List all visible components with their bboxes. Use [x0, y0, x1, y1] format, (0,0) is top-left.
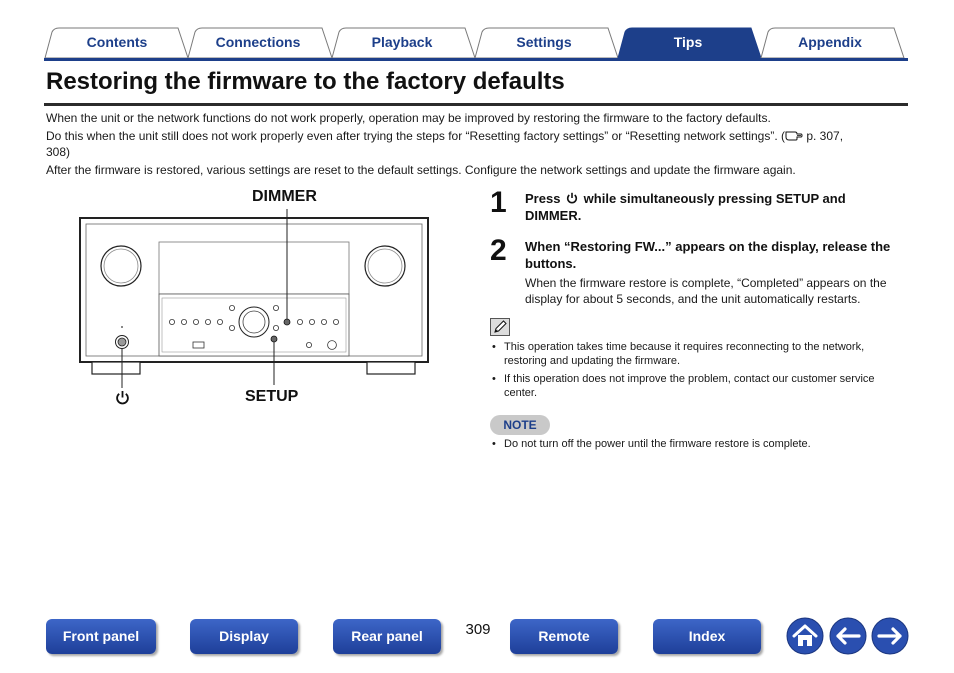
- tab-settings[interactable]: Settings: [516, 34, 572, 50]
- pencil-memo-icon: [490, 318, 510, 336]
- intro-paragraph-3: After the firmware is restored, various settings are reset to the default settings. Configure the network settings and update the firmware again.: [46, 163, 796, 177]
- note-badge: NOTE: [490, 415, 550, 435]
- intro-paragraph-1: When the unit or the network functions do not work properly, operation may be improved by restoring the firmware to the factory defaults.: [46, 111, 771, 125]
- intro-paragraph-2: [46, 128, 908, 160]
- step-1-text-before: Press: [525, 191, 561, 206]
- memo-list: [492, 340, 880, 404]
- home-icon[interactable]: [786, 617, 824, 655]
- front-panel-button[interactable]: Front panel: [46, 619, 156, 654]
- step-2-text: When “Restoring FW...” appears on the display, release the buttons.: [525, 239, 891, 271]
- note-item: • Do not turn off the power until the firmware restore is complete.: [492, 437, 892, 451]
- memo-item: • If this operation does not improve the problem, contact our customer service center.: [492, 372, 880, 400]
- index-button[interactable]: Index: [653, 619, 761, 654]
- remote-button[interactable]: Remote: [510, 619, 618, 654]
- page-reference[interactable]: p. 307,: [806, 129, 844, 143]
- power-icon: [115, 390, 130, 405]
- display-button[interactable]: Display: [190, 619, 298, 654]
- arrow-left-icon[interactable]: [829, 617, 867, 655]
- page-title: Restoring the firmware to the factory defaults: [46, 68, 565, 95]
- page-reference-continued[interactable]: 308): [46, 145, 71, 159]
- receiver-drawing: [76, 182, 456, 412]
- pointing-hand-icon: [785, 129, 803, 141]
- arrow-right-icon[interactable]: [871, 617, 909, 655]
- label-setup: SETUP: [245, 388, 299, 405]
- power-icon-inline: [566, 192, 578, 204]
- receiver-front-panel-illustration: [76, 182, 456, 412]
- step-1-text: [525, 190, 905, 224]
- step-1-text-after: while simultaneously pressing SETUP and DIMMER.: [525, 191, 846, 223]
- tab-tips[interactable]: Tips: [673, 34, 703, 50]
- note-list: [492, 437, 892, 455]
- page-number: 309: [465, 621, 491, 638]
- step-2-description: When the firmware restore is complete, “Completed” appears on the display for about 5 seconds, and the unit automatically restarts.: [525, 276, 887, 306]
- tab-playback[interactable]: Playback: [371, 34, 433, 50]
- tab-connections[interactable]: Connections: [215, 34, 301, 50]
- title-divider: [44, 103, 908, 106]
- label-dimmer: DIMMER: [252, 188, 317, 205]
- step-number-1: 1: [490, 186, 507, 219]
- rear-panel-button[interactable]: Rear panel: [333, 619, 441, 654]
- step-number-2: 2: [490, 234, 507, 267]
- intro-text: Do this when the unit still does not work properly even after trying the steps for “Resetting factory settings” or “Resetting network settings”. (: [46, 129, 785, 143]
- tab-shapes: [0, 0, 954, 64]
- tab-bar: [0, 0, 954, 64]
- tab-appendix[interactable]: Appendix: [798, 34, 862, 50]
- memo-item: • This operation takes time because it requires reconnecting to the network, restoring and updating the firmware.: [492, 340, 880, 368]
- tab-contents[interactable]: Contents: [86, 34, 148, 50]
